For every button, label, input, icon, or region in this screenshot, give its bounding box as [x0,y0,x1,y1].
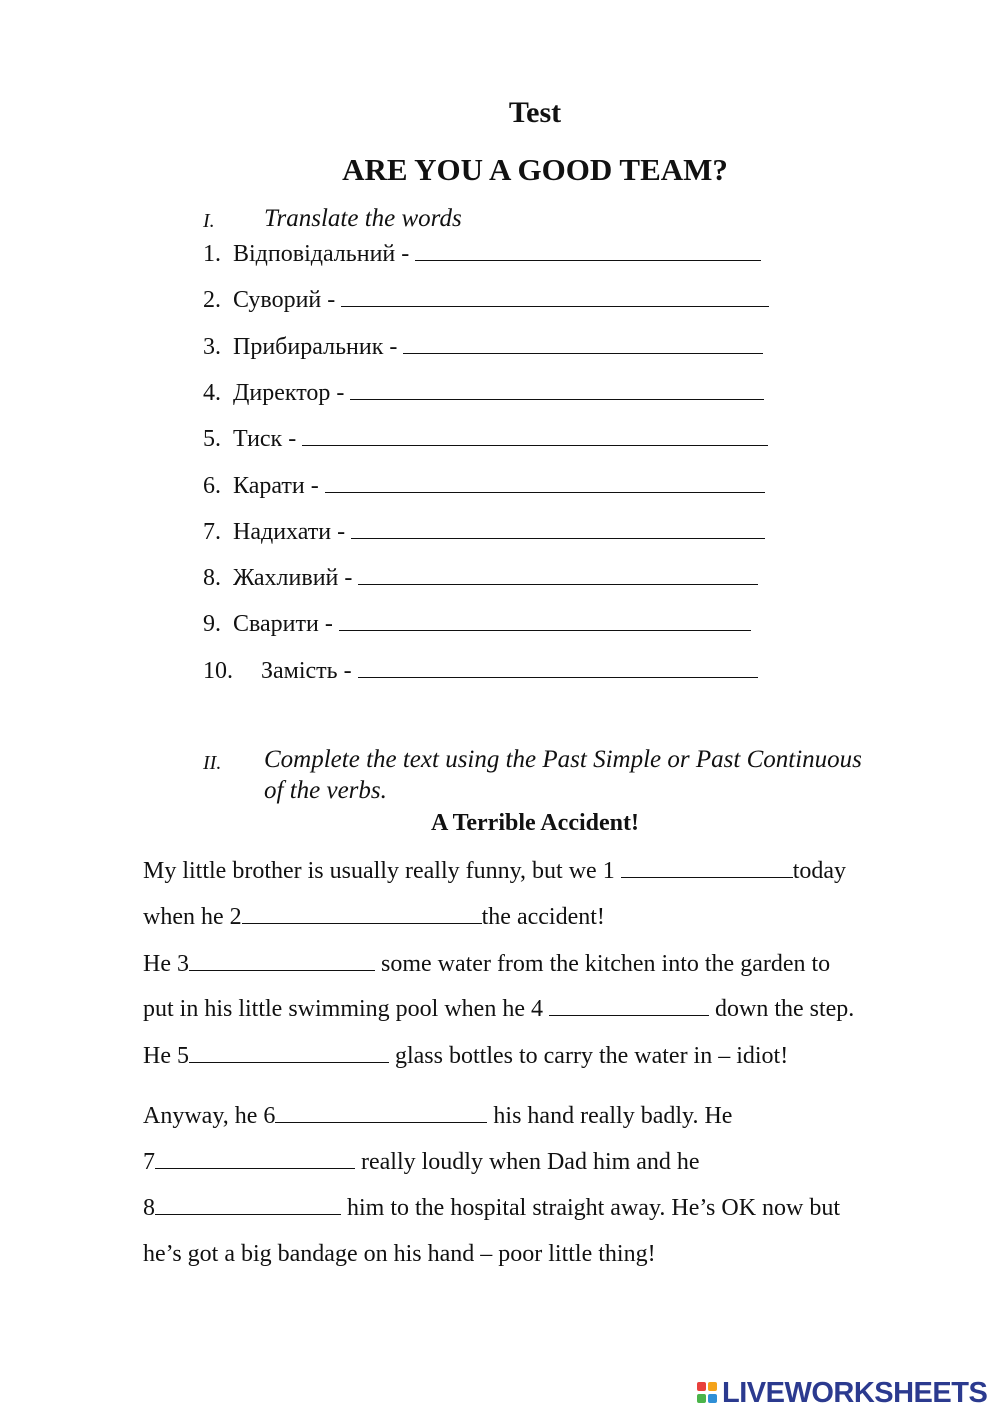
vocab-number: 9. [203,611,221,637]
vocab-word: Суворий - [233,287,336,313]
story-line [143,1147,700,1177]
answer-blank[interactable] [302,425,768,446]
gap-2-blank[interactable] [242,903,482,924]
page-subtitle: ARE YOU A GOOD TEAM? [342,152,728,187]
vocab-word: Жахливий - [233,565,353,591]
story-line [143,1041,788,1071]
story-text: 7 [143,1149,155,1175]
story-text: My little brother is usually really funny, but we 1 [143,858,621,884]
gap-7-blank[interactable] [155,1148,355,1169]
vocab-number: 2. [203,287,221,313]
story-text: today [792,858,847,884]
story-text: glass bottles to carry the water in – idiot! [388,1043,789,1069]
story-text: really loudly when Dad him and he [355,1149,700,1175]
vocab-item [203,471,765,501]
story-text: He 5 [143,1043,189,1069]
story-text: put in his little swimming pool when he 4 [143,996,549,1022]
vocab-word: Відповідальний - [233,241,410,267]
vocab-item [203,609,751,639]
gap-4-blank[interactable] [549,995,709,1016]
story-line: he’s got a big bandage on his hand – poor little thing! [143,1241,656,1267]
vocab-word: Сварити - [233,611,333,637]
vocab-item [203,517,765,547]
vocab-word: Карати - [233,473,319,499]
section2-instruction-line2: of the verbs. [264,777,387,804]
vocab-number: 3. [203,334,221,360]
vocab-item [203,656,758,686]
vocab-number: 1. [203,241,221,267]
vocab-item [203,332,763,362]
story-text: his hand really badly. He [487,1103,733,1129]
answer-blank[interactable] [351,518,765,539]
section2-instruction-line1: Complete the text using the Past Simple or Past Continuous [264,746,862,773]
vocab-item [203,424,768,454]
section1-roman-numeral: I. [203,210,215,232]
vocab-item [203,285,769,315]
vocab-number: 4. [203,380,221,406]
story-text: him to the hospital straight away. He’s OK now but [341,1195,841,1221]
vocab-word: Прибиральник - [233,334,398,360]
story-text: 8 [143,1195,155,1221]
liveworksheets-logo-icon [697,1380,719,1406]
vocab-word: Директор - [233,380,345,406]
story-title: A Terrible Accident! [431,810,639,836]
answer-blank[interactable] [325,472,765,493]
answer-blank[interactable] [358,564,758,585]
gap-8-blank[interactable] [155,1194,341,1215]
vocab-word: Замість - [261,658,352,684]
story-line [143,994,854,1024]
liveworksheets-logo-text: LIVEWORKSHEETS [722,1376,988,1409]
vocab-item [203,378,764,408]
story-line [143,1101,732,1131]
gap-3-blank[interactable] [189,950,375,971]
vocab-word: Надихати - [233,519,346,545]
vocab-number: 7. [203,519,221,545]
section2-roman-numeral: II. [203,752,222,774]
gap-5-blank[interactable] [189,1042,389,1063]
story-line [143,1193,840,1223]
vocab-number: 8. [203,565,221,591]
vocab-item [203,563,758,593]
vocab-word: Тиск - [233,426,297,452]
liveworksheets-logo [697,1378,987,1408]
story-text: Anyway, he 6 [143,1103,276,1129]
vocab-number: 6. [203,473,221,499]
vocab-number: 5. [203,426,221,452]
story-text: the accident! [481,904,605,930]
answer-blank[interactable] [339,610,751,631]
answer-blank[interactable] [403,333,763,354]
story-text: some water from the kitchen into the garden to [374,951,831,977]
story-line [143,902,605,932]
story-text: down the step. [708,996,855,1022]
vocab-number: 10. [203,658,233,684]
answer-blank[interactable] [341,286,769,307]
story-line [143,949,830,979]
section1-instruction: Translate the words [264,205,462,232]
story-text: when he 2 [143,904,242,930]
story-text: He 3 [143,951,189,977]
gap-1-blank[interactable] [621,857,793,878]
story-line [143,856,846,886]
answer-blank[interactable] [350,379,764,400]
gap-6-blank[interactable] [275,1102,487,1123]
page-title: Test [508,96,562,129]
answer-blank[interactable] [415,240,761,261]
answer-blank[interactable] [358,657,758,678]
vocab-item [203,239,761,269]
